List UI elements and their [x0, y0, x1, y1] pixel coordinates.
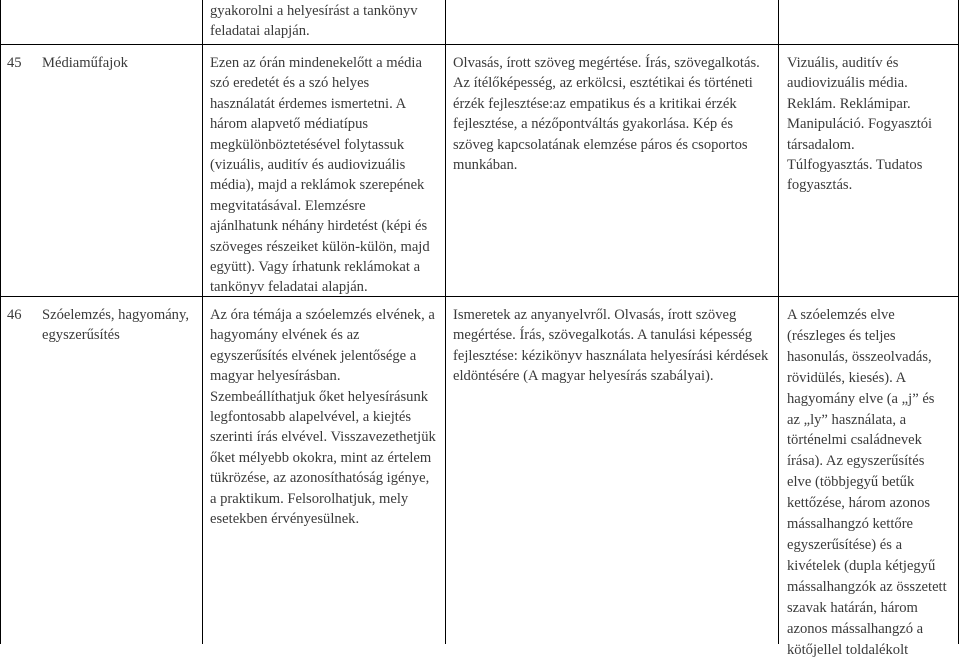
- table-cell-concepts: A szóelemzés elve (részleges és teljes hasonulás, összeolvadás, rövidülés, kiesés). A hagyomány elve (a „j” és az „ly” használata, a történelmi családnevek írása). Az egyszerűsítés elve (többjegyű betűk kettőzése, három azonos mássalhangzó kettőre egyszerűsítése) és a kivételek (dupla kétjegyű mássalhangzók az összetett szavak határán, három azonos mássalhangzó a kötőjellel toldalékolt: [787, 307, 947, 658]
- grid-line: [202, 0, 203, 644]
- table-cell-concepts: Vizuális, auditív és audiovizuális média. Reklám. Reklámipar. Manipuláció. Fogyasztói társadalom. Túlfogyasztás. Tudatos fogyasztás.: [787, 55, 933, 194]
- grid-line: [778, 0, 779, 644]
- table-cell-content: Az óra témája a szóelemzés elvének, a hagyomány elvének és az egyszerűsítés elvének jelentősége a magyar helyesírásban. Szembeállíthatjuk őket helyesírásunk legfontosabb alapelvével, a kiejtés szerinti írás elvével. Visszavezethetjük őket mélyebb okokra, mint az értelem tükrözése, az azonosíthatóság igénye, a praktikum. Felsorolhatjuk, mely esetekben érvényesülnek.: [210, 307, 436, 528]
- grid-line: [958, 0, 959, 644]
- grid-line: [0, 0, 1, 644]
- lesson-topic: Szóelemzés, hagyomány, egyszerűsítés: [42, 307, 189, 344]
- table-cell-content: Ezen az órán mindenekelőtt a média szó eredetét és a szó helyes használatát érdemes ismertetni. A három alapvető médiatípus megkülönböztetésével folytassuk (vizuális, auditív és audiovizuális média), majd a reklámok szerepének megvitatásával. Elemzésre ajánlhatunk néhány hirdetést (képi és szöveges részeiket külön-külön, majd együtt). Vagy írhatunk reklámokat a tankönyv feladatai alapján.: [210, 55, 430, 296]
- table-cell-content: gyakorolni a helyesírást a tankönyv feladatai alapján.: [210, 3, 418, 40]
- lesson-number: 45: [7, 55, 22, 71]
- grid-line: [0, 44, 959, 45]
- lesson-topic: Médiaműfajok: [42, 55, 128, 71]
- table-cell-skills: Olvasás, írott szöveg megértése. Írás, szövegalkotás. Az ítélőképesség, az erkölcsi, esztétikai és történeti érzék fejlesztése:az empatikus és a kritikai érzék fejlesztése, a nézőpontváltás gyakorlása. Kép és szöveg kapcsolatának elemzése páros és csoportos munkában.: [453, 55, 760, 174]
- table-cell-skills: Ismeretek az anyanyelvről. Olvasás, írott szöveg megértése. Írás, szövegalkotás. A tanulási képesség fejlesztése: kézikönyv használata helyesírási kérdések eldöntésére (A magyar helyesírás szabályai).: [453, 307, 769, 385]
- grid-line: [0, 296, 959, 297]
- grid-line: [445, 0, 446, 644]
- lesson-number: 46: [7, 307, 22, 323]
